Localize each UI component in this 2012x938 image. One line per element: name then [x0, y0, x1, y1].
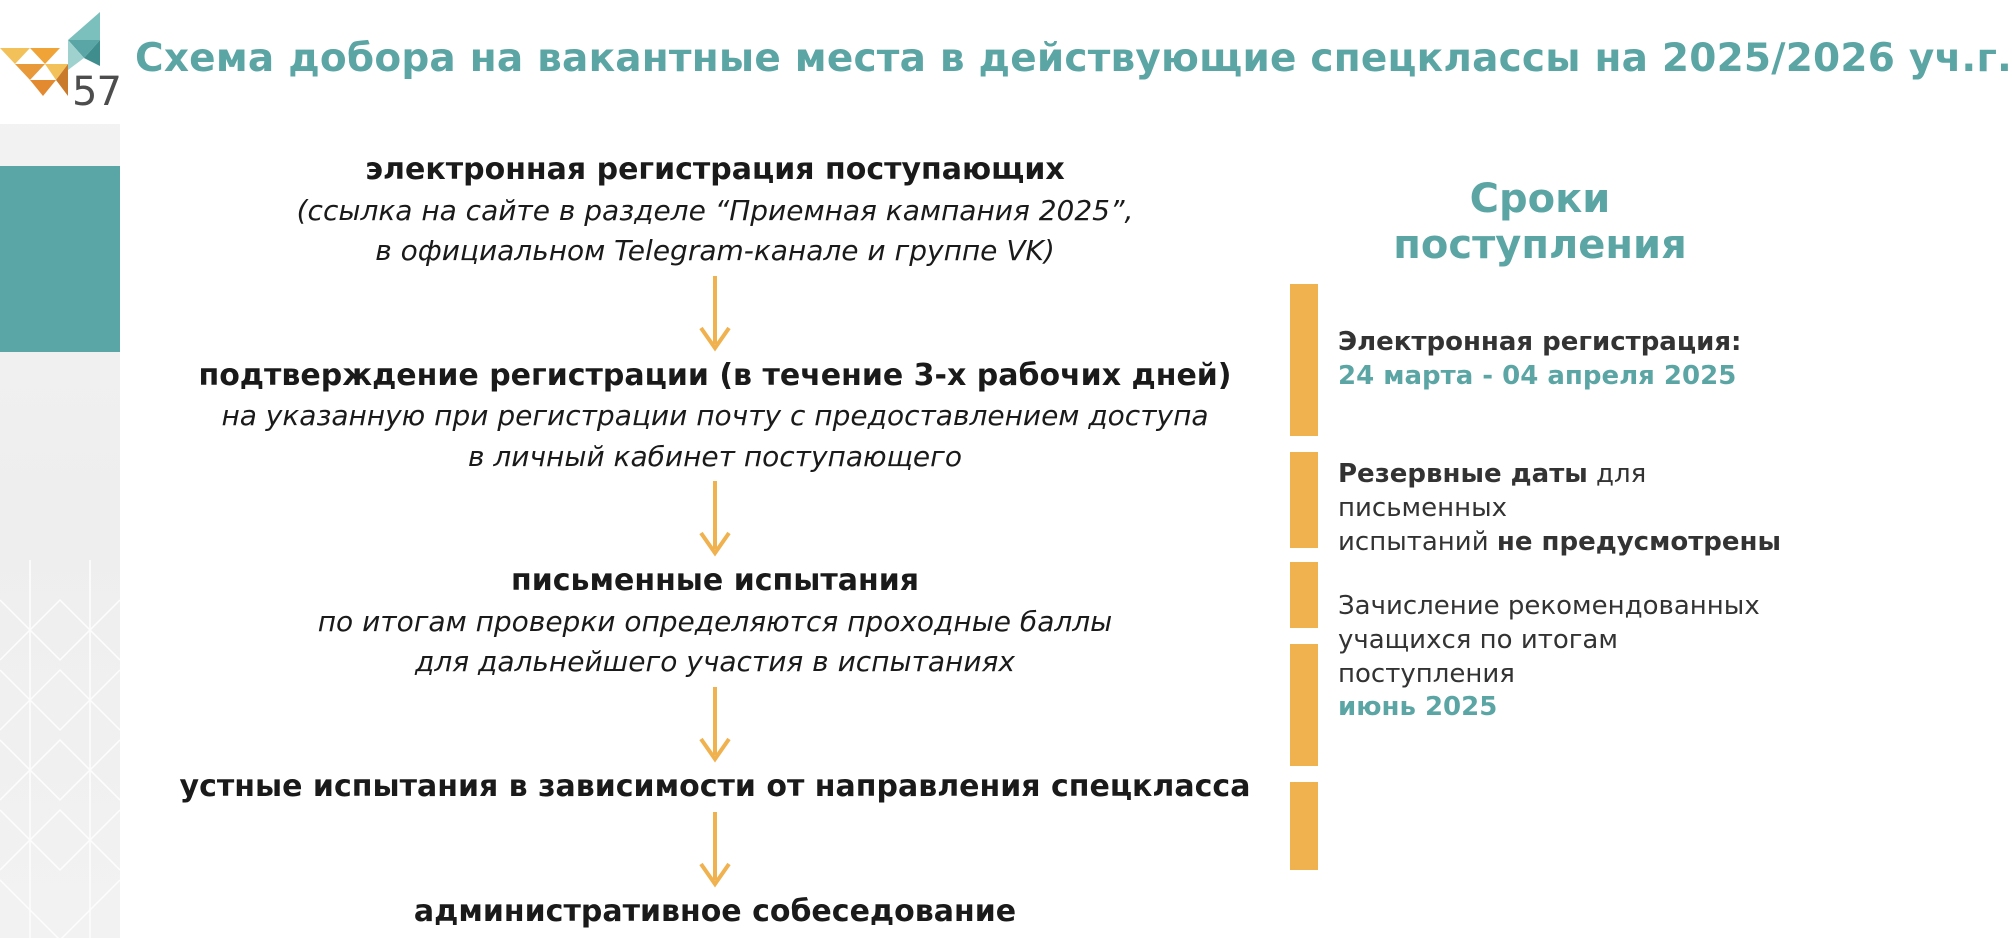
step-registration: [150, 150, 1280, 272]
teal-decor-block: [0, 166, 120, 352]
term-text: Зачисление рекомендованных: [1338, 591, 1760, 621]
timeline-bar-segment: [1290, 562, 1318, 628]
diamond-pattern: [0, 560, 120, 938]
term-registration: [1338, 326, 1798, 394]
terms-title-line: Сроки: [1469, 176, 1611, 222]
term-text: учащихся по итогам поступления: [1338, 624, 1618, 689]
admission-flow: [150, 150, 1280, 932]
term-bold: не предусмотрены: [1496, 526, 1781, 557]
step-written-tests: [150, 561, 1280, 683]
term-text: испытаний: [1338, 526, 1497, 557]
page-title: Схема добора на вакантные места в действующие спецклассы на 2025/2026 уч.г.: [135, 36, 2012, 81]
logo: [0, 0, 120, 124]
term-label: Электронная регистрация:: [1338, 327, 1742, 357]
step-description: на указанную при регистрации почту с предоставлением доступа: [221, 399, 1209, 433]
arrow-down-icon: [150, 808, 1280, 892]
arrow-down-icon: [150, 477, 1280, 561]
step-heading: устные испытания в зависимости от направления спецкласса: [179, 769, 1251, 805]
logo-number: 57: [72, 69, 121, 115]
term-text: для письменных: [1338, 459, 1647, 523]
terms-title-line: поступления: [1393, 222, 1687, 268]
step-description: в официальном Telegram-канале и группе VK): [375, 234, 1055, 268]
step-oral-tests: [150, 767, 1280, 808]
step-description: по итогам проверки определяются проходные баллы: [317, 604, 1113, 638]
term-bold: Резервные даты: [1338, 459, 1588, 489]
step-interview: [150, 892, 1280, 933]
step-description: для дальнейшего участия в испытаниях: [415, 645, 1015, 679]
timeline-bar-segment: [1290, 782, 1318, 870]
step-heading: письменные испытания: [510, 563, 920, 599]
step-description: (ссылка на сайте в разделе “Приемная кампания 2025”,: [296, 193, 1134, 227]
timeline-bar-segment: [1290, 284, 1318, 436]
step-heading: электронная регистрация поступающих: [365, 152, 1065, 187]
step-confirmation: [150, 356, 1280, 478]
step-heading: подтверждение регистрации (в течение 3-х рабочих дней): [198, 357, 1232, 393]
arrow-down-icon: [150, 683, 1280, 767]
arrow-down-icon: [150, 272, 1280, 356]
step-heading: административное собеседование: [413, 893, 1017, 929]
term-dates: июнь 2025: [1338, 692, 1498, 723]
timeline-bar-segment: [1290, 452, 1318, 548]
timeline-bar-segment: [1290, 644, 1318, 766]
term-dates: 24 марта - 04 апреля 2025: [1338, 360, 1737, 391]
term-enrollment: [1338, 590, 1798, 725]
left-decor-strip: [0, 0, 120, 938]
terms-title: [1340, 176, 1740, 268]
step-description: в личный кабинет поступающего: [467, 439, 963, 473]
term-reserve: [1338, 458, 1798, 559]
